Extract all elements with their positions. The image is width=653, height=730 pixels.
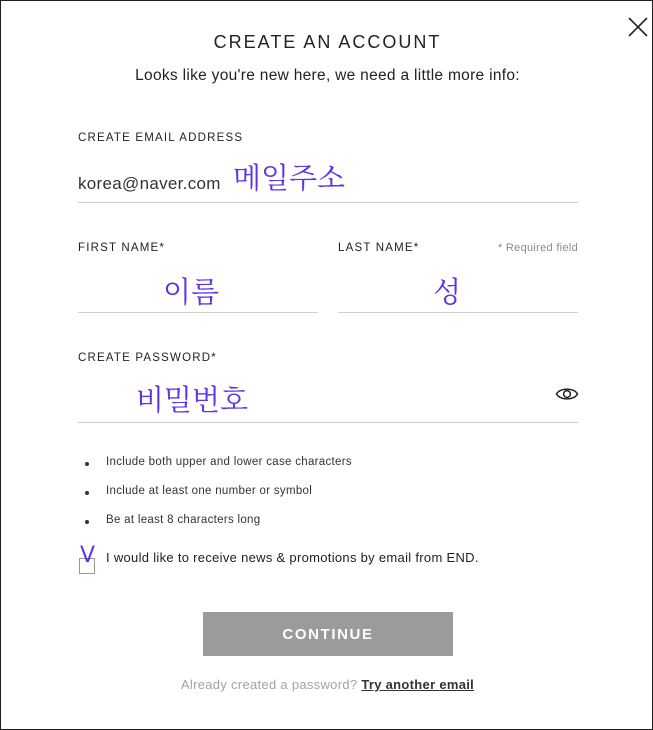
try-another-email-link[interactable]: Try another email (361, 677, 475, 692)
password-annotation: 비밀번호 (136, 383, 249, 417)
page-subtitle: Looks like you're new here, we need a little more info: (135, 67, 520, 84)
email-label: CREATE EMAIL ADDRESS (78, 132, 244, 144)
password-label: CREATE PASSWORD* (78, 352, 217, 364)
first-name-label: FIRST NAME* (78, 242, 166, 254)
password-rule-item: Include at least one number or symbol (79, 485, 352, 514)
checkbox-check-annotation: V (80, 543, 96, 568)
email-annotation: 메일주소 (233, 161, 346, 195)
continue-button[interactable]: CONTINUE (203, 612, 453, 656)
first-name-annotation: 이름 (163, 275, 220, 309)
password-rules-list (79, 456, 352, 543)
newsletter-consent-label: I would like to receive news & promotions by email from END. (106, 550, 479, 565)
footer-prompt: Already created a password? (180, 677, 358, 692)
footer (1, 677, 653, 692)
email-value: korea@naver.com (78, 174, 221, 193)
last-name-label: LAST NAME* (338, 242, 420, 254)
required-field-note: * Required field (497, 242, 578, 254)
eye-icon[interactable] (555, 385, 579, 403)
password-rule-item: Be at least 8 characters long (79, 514, 352, 543)
last-name-annotation: 성 (433, 275, 462, 309)
page-title: CREATE AN ACCOUNT (213, 32, 442, 52)
password-rule-item: Include both upper and lower case characters (79, 456, 352, 485)
